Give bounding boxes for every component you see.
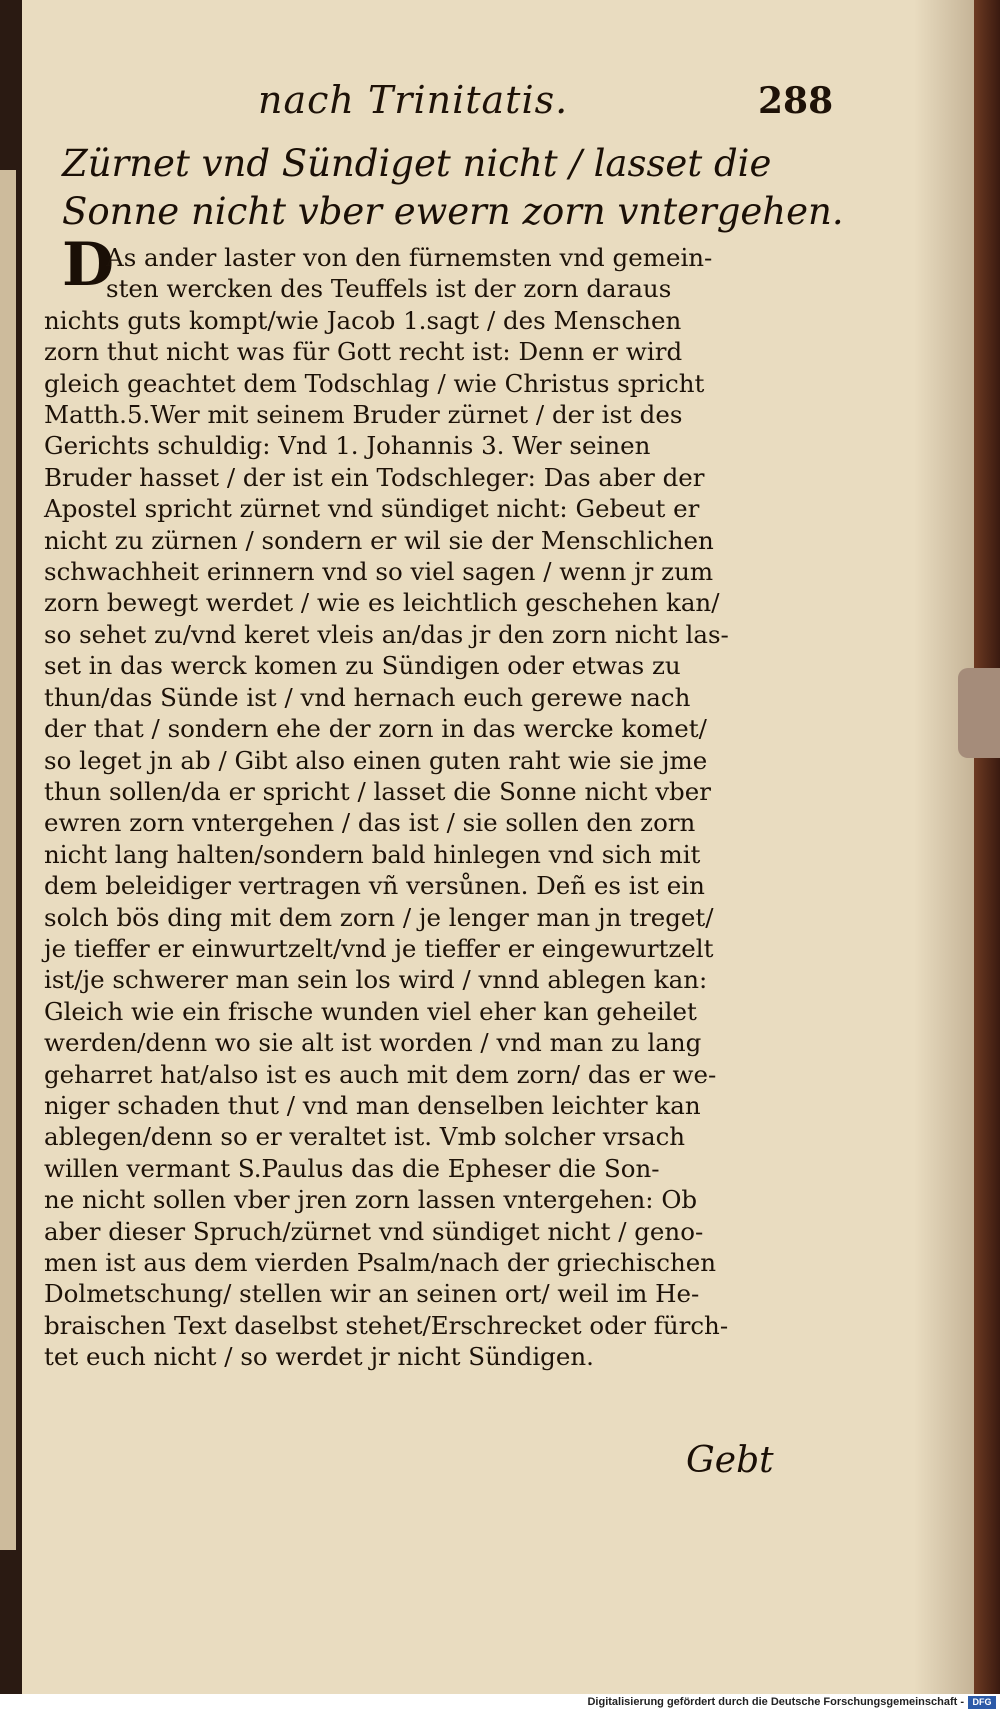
page-header [258, 78, 834, 138]
text-line: nicht zu zürnen / sondern er wil sie der Menschlichen [44, 525, 714, 555]
text-line: Matth.5.Wer mit seinem Bruder zürnet / der ist des [44, 400, 683, 430]
text-line: je tieffer er einwurtzelt/vnd je tieffer er eingewurtzelt [44, 933, 714, 963]
dfg-logo: DFG [968, 1696, 996, 1709]
text-line: willen vermant S.Paulus das die Epheser die Son- [44, 1153, 660, 1183]
text-line: werden/denn wo sie alt ist worden / vnd man zu lang [44, 1028, 702, 1058]
text-line: set in das werck komen zu Sündigen oder etwas zu [44, 651, 681, 681]
verse-line: Sonne nicht vber ewern zorn vntergehen. [62, 190, 844, 233]
text-line: thun sollen/da er spricht / lasset die Sonne nicht vber [44, 776, 711, 806]
text-line: men ist aus dem vierden Psalm/nach der griechischen [44, 1248, 717, 1277]
text-line: so sehet zu/vnd keret vleis an/das jr den zorn nicht las- [44, 619, 729, 649]
text-line: Gerichts schuldig: Vnd 1. Johannis 3. Wer seinen [44, 431, 651, 461]
page-shadow [914, 0, 974, 1694]
text-line: der that / sondern ehe der zorn in das wercke komet/ [44, 714, 707, 744]
body-text [44, 242, 804, 1373]
text-line: nicht lang halten/sondern bald hinlegen vnd sich mit [44, 839, 701, 869]
drop-capital: D [62, 230, 115, 300]
facing-page-edge [0, 170, 16, 1550]
verse-line: Zürnet vnd Sündiget nicht / lasset die [62, 142, 772, 185]
text-line: Apostel spricht zürnet vnd sündiget nicht: Gebeut er [44, 494, 700, 524]
page-fore-edge [974, 0, 1000, 1712]
text-line: braischen Text daselbst stehet/Erschrecket oder fürch- [44, 1310, 729, 1340]
text-line: tet euch nicht / so werdet jr nicht Sündigen. [44, 1342, 594, 1372]
text-line: Gleich wie ein frische wunden viel eher kan geheilet [44, 996, 697, 1026]
text-line: aber dieser Spruch/zürnet vnd sündiget nicht / geno- [44, 1216, 704, 1246]
running-title: nach Trinitatis. [258, 78, 569, 122]
text-line: dem beleidiger vertragen vñ versůnen. Deñ es ist ein [44, 871, 705, 901]
text-line: schwachheit erinnern vnd so viel sagen / wenn jr zum [44, 557, 714, 587]
page-number: 288 [758, 80, 834, 122]
text-line: so leget jn ab / Gibt also einen guten raht wie sie jme [44, 745, 708, 775]
text-line: ist/je schwerer man sein los wird / vnnd ablegen kan: [44, 965, 708, 995]
text-line: nichts guts kompt/wie Jacob 1.sagt / des Menschen [44, 305, 682, 335]
text-line: gleich geachtet dem Todschlag / wie Christus spricht [44, 368, 705, 398]
book-binding-edge [0, 0, 24, 1712]
text-line: ne nicht sollen vber jren zorn lassen vntergehen: Ob [44, 1185, 698, 1215]
text-line: zorn thut nicht was für Gott recht ist: Denn er wird [44, 337, 683, 367]
text-line: As ander laster von den fürnemsten vnd gemein- [106, 243, 713, 272]
text-line: Bruder hasset / der ist ein Todschleger: Das aber der [44, 462, 705, 492]
text-line: sten wercken des Teuffels ist der zorn daraus [106, 274, 672, 304]
catchword: Gebt [686, 1440, 774, 1481]
footer-credit: Digitalisierung gefördert durch die Deutsche Forschungsgemeinschaft - [587, 1696, 964, 1708]
text-line: ablegen/denn so er veraltet ist. Vmb solcher vrsach [44, 1122, 686, 1152]
text-line: ewren zorn vntergehen / das ist / sie sollen den zorn [44, 808, 696, 838]
text-line: thun/das Sünde ist / vnd hernach euch gerewe nach [44, 682, 691, 712]
text-line: Dolmetschung/ stellen wir an seinen ort/ weil im He- [44, 1279, 700, 1309]
text-line: zorn bewegt werdet / wie es leichtlich geschehen kan/ [44, 588, 720, 618]
verse-heading [62, 140, 844, 236]
text-line: geharret hat/also ist es auch mit dem zorn/ das er we- [44, 1059, 717, 1089]
bookmark-tab [958, 668, 1000, 758]
text-line: niger schaden thut / vnd man denselben leichter kan [44, 1090, 701, 1120]
text-line: solch bös ding mit dem zorn / je lenger man jn treget/ [44, 902, 714, 932]
digitization-footer [0, 1694, 1000, 1712]
